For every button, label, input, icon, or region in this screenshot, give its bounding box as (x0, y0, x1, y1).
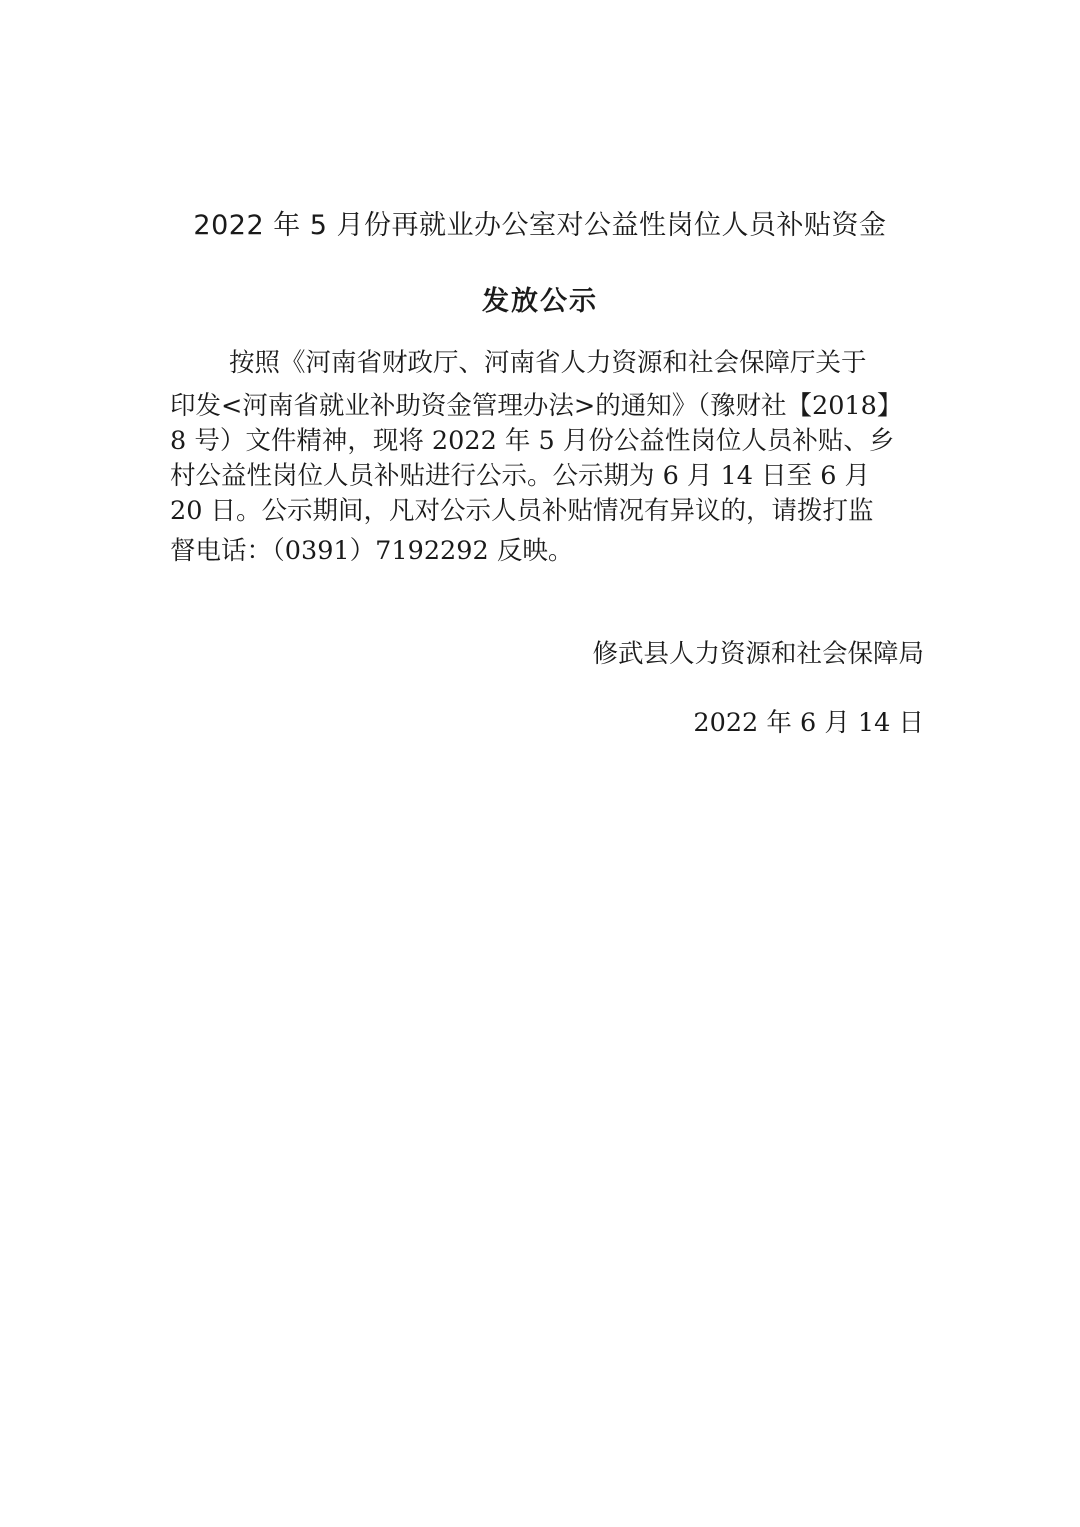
document-subtitle: 发放公示 (482, 286, 598, 317)
body-paragraph-line: 村公益性岗位人员补贴进行公示。公示期为 6 月 14 日至 6 月 (170, 461, 871, 491)
body-paragraph-line: 按照《河南省财政厅、河南省人力资源和社会保障厅关于 (229, 348, 867, 378)
issue-date: 2022 年 6 月 14 日 (693, 708, 924, 738)
body-paragraph-line: 印发<河南省就业补助资金管理办法>的通知》（豫财社【2018】 (170, 391, 903, 421)
body-paragraph-line: 20 日。公示期间，凡对公示人员补贴情况有异议的，请拨打监 (170, 496, 874, 526)
issuer-signature: 修武县人力资源和社会保障局 (592, 639, 924, 669)
body-paragraph-line: 督电话：（0391）7192292 反映。 (170, 536, 574, 566)
document-title: 2022 年 5 月份再就业办公室对公益性岗位人员补贴资金 (193, 210, 887, 241)
body-paragraph-line: 8 号）文件精神，现将 2022 年 5 月份公益性岗位人员补贴、乡 (170, 426, 895, 456)
